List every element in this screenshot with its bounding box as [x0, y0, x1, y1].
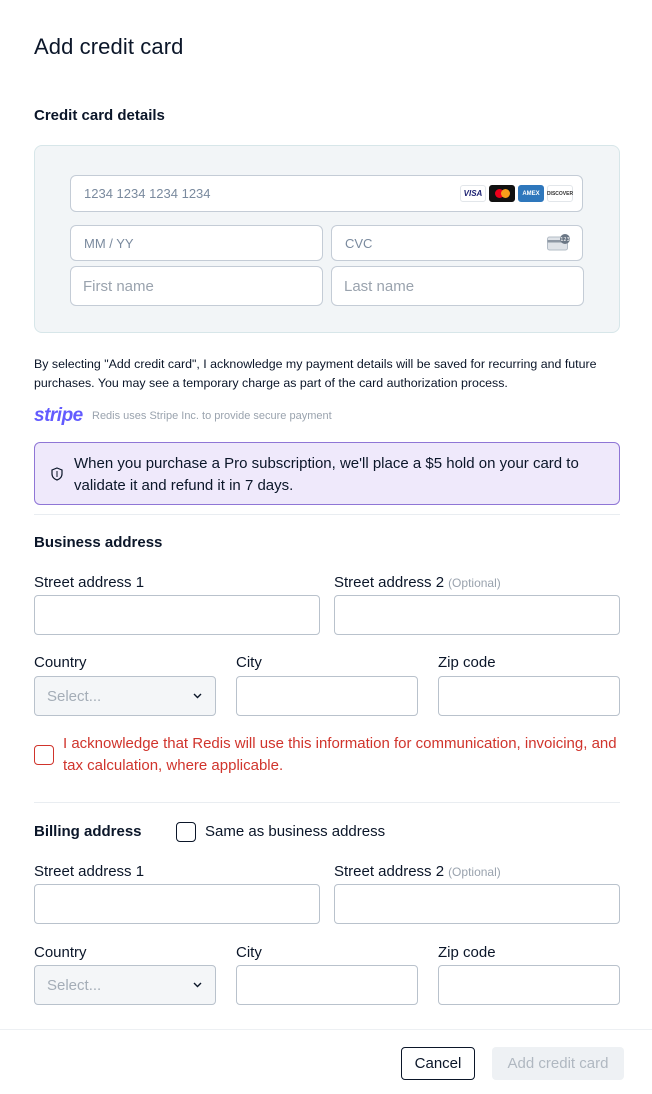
billing-zip-label: Zip code	[438, 944, 496, 961]
first-name-placeholder: First name	[83, 277, 154, 295]
billing-street2-label-wrap	[334, 863, 501, 880]
billing-city-label: City	[236, 944, 262, 961]
billing-zip-input[interactable]	[438, 965, 620, 1005]
info-banner	[34, 442, 620, 505]
business-country-placeholder: Select...	[47, 687, 102, 705]
card-details-panel	[34, 145, 620, 333]
billing-country-label: Country	[34, 944, 87, 961]
shield-icon	[51, 467, 63, 481]
card-number-input[interactable]	[70, 175, 583, 212]
add-credit-card-button[interactable]: Add credit card	[492, 1047, 624, 1080]
divider	[34, 514, 620, 515]
billing-street1-input[interactable]	[34, 884, 320, 924]
page-title: Add credit card	[34, 34, 184, 59]
cvc-input[interactable]	[331, 225, 583, 261]
business-zip-label: Zip code	[438, 654, 496, 671]
card-details-heading: Credit card details	[34, 107, 165, 124]
acknowledge-text: I acknowledge that Redis will use this information for communication, invoicing, and tax calculation, where applicable.	[63, 735, 617, 774]
business-zip-input[interactable]	[438, 676, 620, 716]
billing-country-select[interactable]	[34, 965, 216, 1005]
billing-address-heading: Billing address	[34, 823, 142, 840]
stripe-logo: stripe	[34, 405, 83, 426]
consent-text: By selecting "Add credit card", I acknowledge my payment details will be saved for recurring and future purchases. You may see a temporary charge as part of the card authorization process.	[34, 357, 597, 390]
billing-street2-input[interactable]	[334, 884, 620, 924]
same-as-business-checkbox[interactable]	[176, 822, 196, 842]
acknowledge-checkbox[interactable]	[34, 745, 54, 765]
last-name-input[interactable]	[331, 266, 584, 306]
expiry-input[interactable]	[70, 225, 323, 261]
billing-street2-label: Street address 2	[334, 863, 445, 880]
billing-country-placeholder: Select...	[47, 976, 102, 994]
business-street2-input[interactable]	[334, 595, 620, 635]
billing-street1-label: Street address 1	[34, 863, 145, 880]
chevron-down-icon	[192, 690, 203, 701]
card-brands	[460, 185, 573, 202]
visa-icon: VISA	[460, 185, 486, 202]
same-as-business-label: Same as business address	[205, 823, 386, 840]
card-number-placeholder: 1234 1234 1234 1234	[84, 186, 211, 201]
business-street2-label: Street address 2	[334, 574, 445, 591]
cancel-button[interactable]: Cancel	[401, 1047, 475, 1080]
cvc-card-icon	[547, 234, 571, 251]
cvc-placeholder: CVC	[345, 235, 373, 251]
business-country-select[interactable]	[34, 676, 216, 716]
business-street1-input[interactable]	[34, 595, 320, 635]
amex-icon: AMEX	[518, 185, 544, 202]
business-country-label: Country	[34, 654, 87, 671]
divider	[34, 802, 620, 803]
info-banner-text: When you purchase a Pro subscription, we'll place a $5 hold on your card to validate it and refund it in 7 days.	[74, 455, 579, 494]
first-name-input[interactable]	[70, 266, 323, 306]
svg-text:123: 123	[560, 237, 570, 243]
stripe-note: Redis uses Stripe Inc. to provide secure payment	[92, 410, 332, 422]
business-street2-label-wrap	[334, 574, 501, 591]
last-name-placeholder: Last name	[344, 277, 415, 295]
footer-divider	[0, 1029, 652, 1030]
chevron-down-icon	[192, 979, 203, 990]
business-street2-optional: (Optional)	[448, 576, 501, 590]
business-city-input[interactable]	[236, 676, 418, 716]
business-street1-label: Street address 1	[34, 574, 145, 591]
business-city-label: City	[236, 654, 262, 671]
expiry-placeholder: MM / YY	[84, 235, 134, 251]
mastercard-icon	[489, 185, 515, 202]
discover-icon: DISCOVER	[547, 185, 573, 202]
billing-city-input[interactable]	[236, 965, 418, 1005]
business-address-heading: Business address	[34, 534, 163, 551]
billing-street2-optional: (Optional)	[448, 865, 501, 879]
